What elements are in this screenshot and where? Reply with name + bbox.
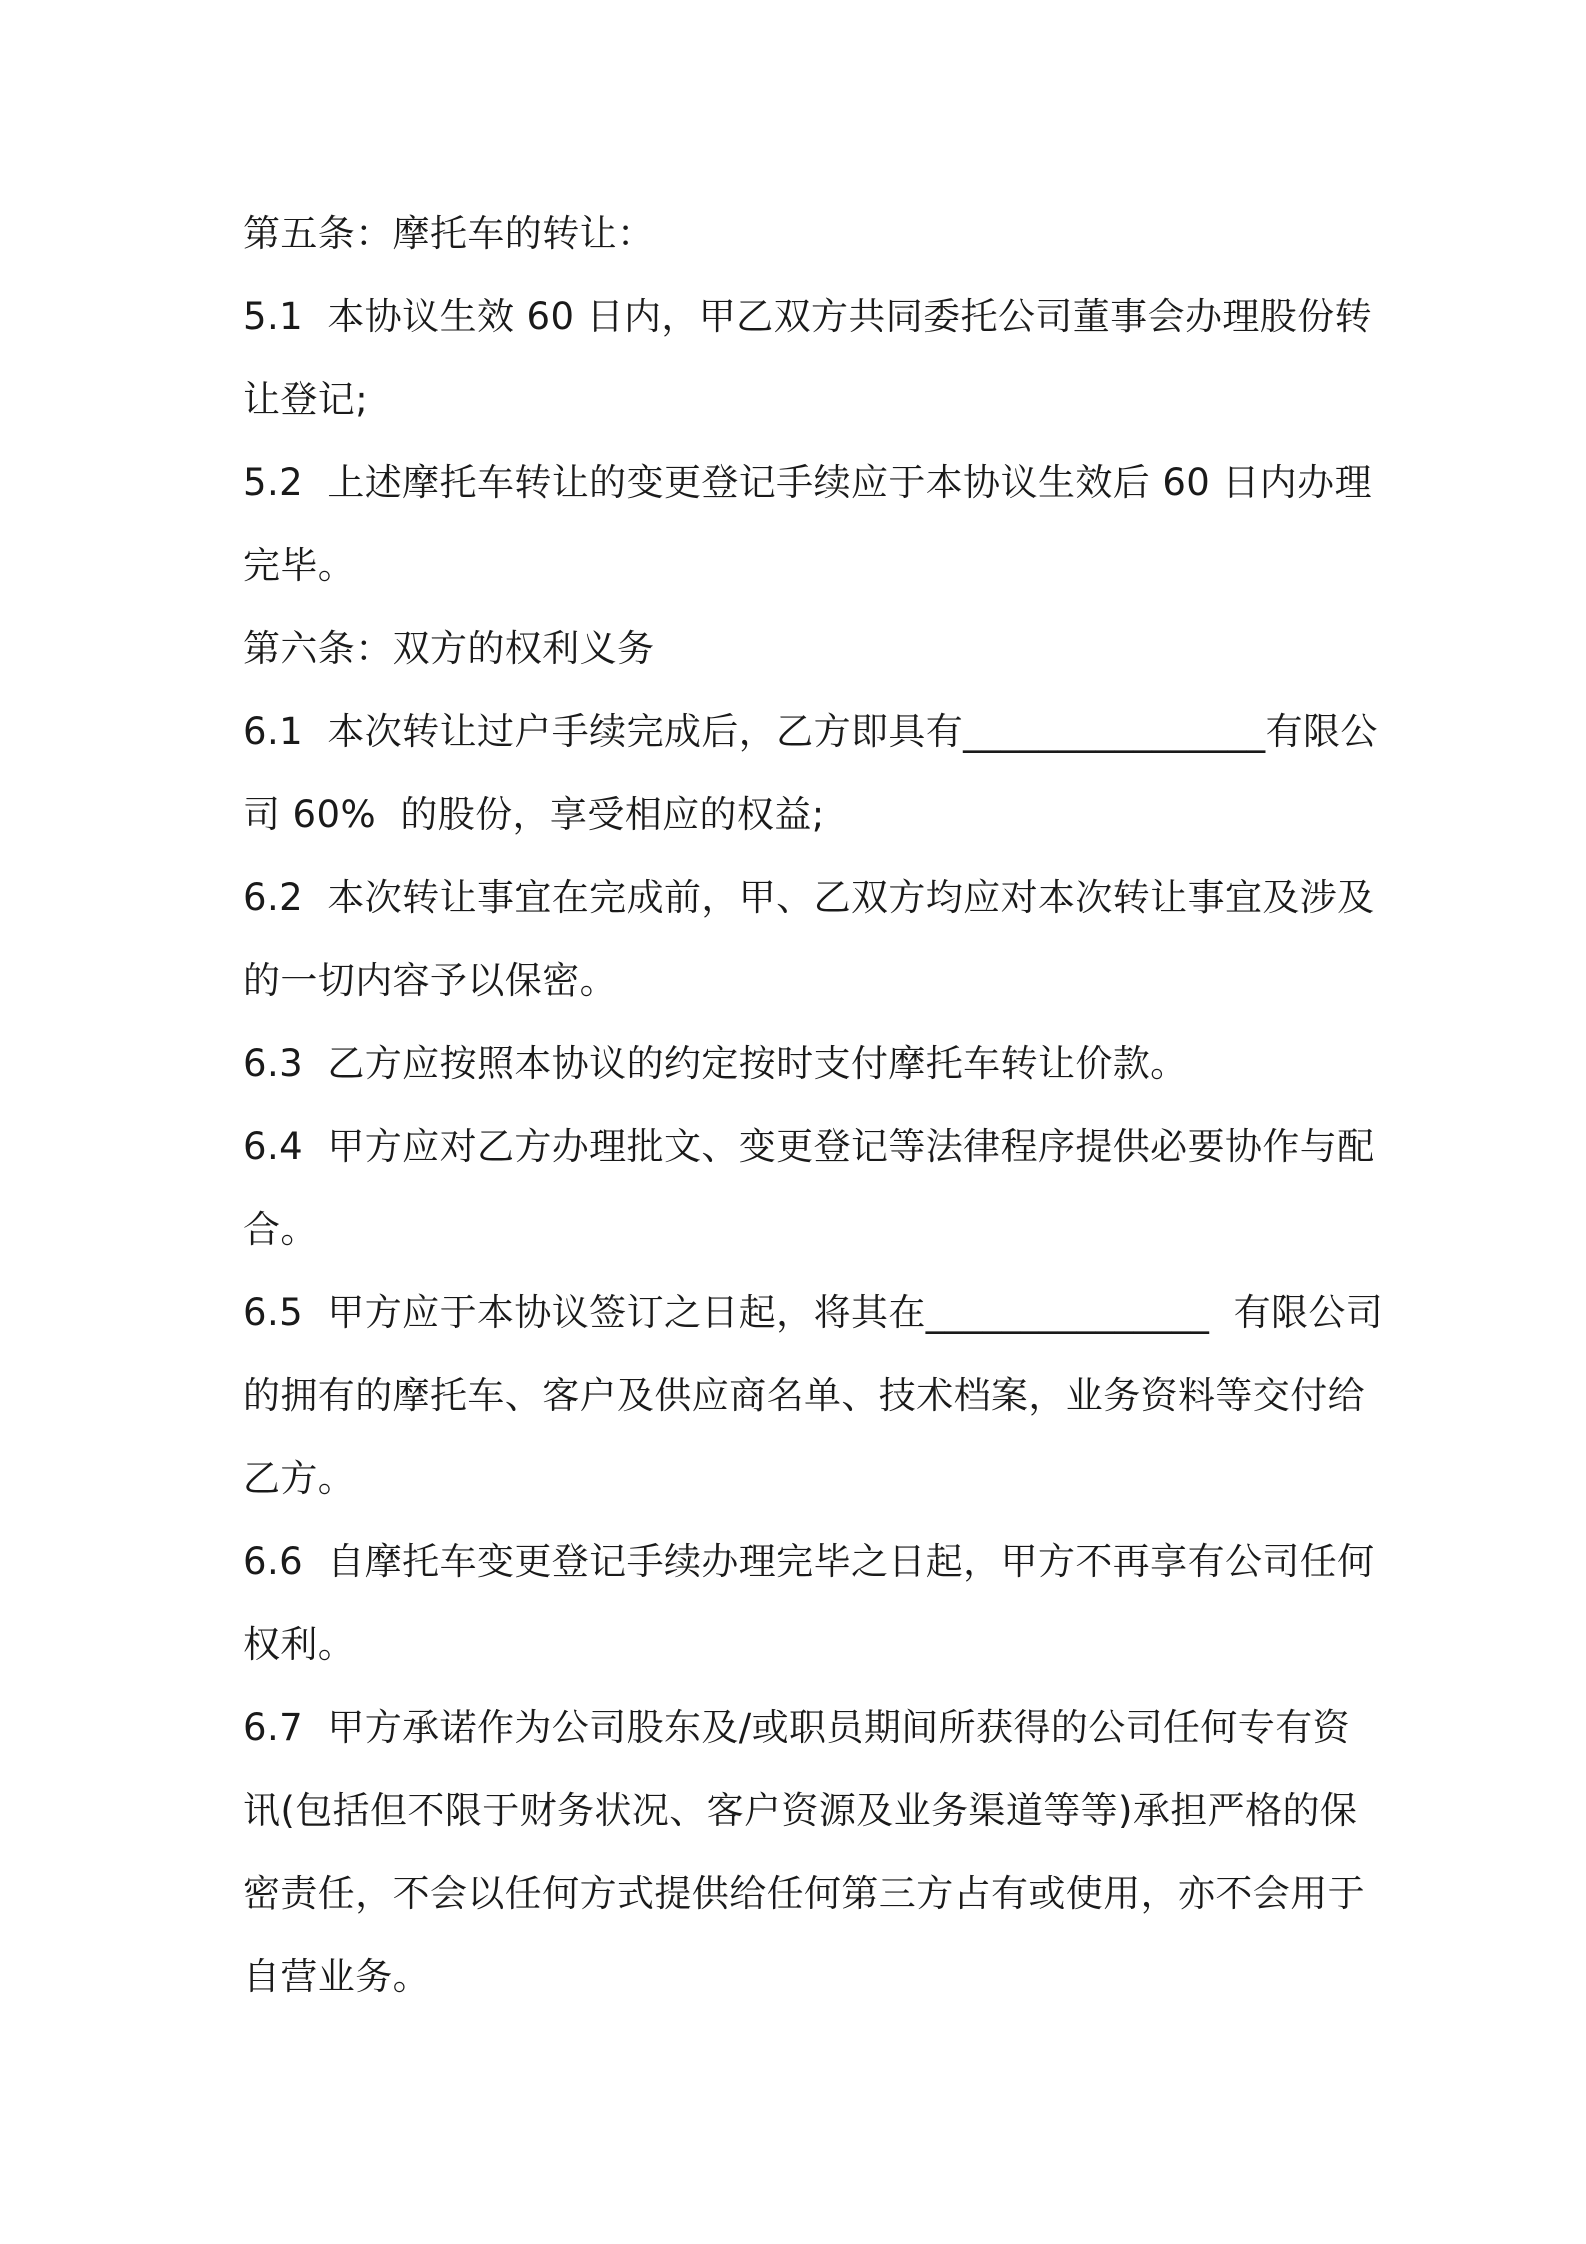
clause-6-1-line-2: 司 60% 的股份，享受相应的权益; [243, 793, 825, 836]
document-body [243, 192, 1384, 2018]
clause-6-5-line-2: 的拥有的摩托车、客户及供应商名单、技术档案，业务资料等交付给 [243, 1374, 1365, 1417]
clause-6-1-line-1: 6.1 本次转让过户手续完成后，乙方即具有________________有限公 [243, 710, 1378, 753]
clause-6-2-line-1: 6.2 本次转让事宜在完成前，甲、乙双方均应对本次转让事宜及涉及 [243, 876, 1375, 919]
clause-6-7-line-2: 讯(包括但不限于财务状况、客户资源及业务渠道等等)承担严格的保 [243, 1789, 1358, 1832]
clause-6-5-line-1: 6.5 甲方应于本协议签订之日起，将其在_______________ 有限公司 [243, 1291, 1384, 1334]
clause-5-1-line-1: 5.1 本协议生效 60 日内，甲乙双方共同委托公司董事会办理股份转 [243, 295, 1372, 338]
clause-5-1-line-2: 让登记; [243, 378, 369, 421]
clause-6-7-line-4: 自营业务。 [243, 1955, 430, 1998]
clause-5-2-line-2: 完毕。 [243, 544, 356, 587]
clause-6-4-line-2: 合。 [243, 1208, 318, 1251]
article-6-heading: 第六条：双方的权利义务 [243, 627, 655, 670]
clause-5-2-line-1: 5.2 上述摩托车转让的变更登记手续应于本协议生效后 60 日内办理 [243, 461, 1372, 504]
clause-6-7-line-1: 6.7 甲方承诺作为公司股东及/或职员期间所获得的公司任何专有资 [243, 1706, 1351, 1749]
clause-6-6-line-1: 6.6 自摩托车变更登记手续办理完毕之日起，甲方不再享有公司任何 [243, 1540, 1375, 1583]
clause-6-7-line-3: 密责任，不会以任何方式提供给任何第三方占有或使用，亦不会用于 [243, 1872, 1365, 1915]
clause-6-6-line-2: 权利。 [243, 1623, 356, 1666]
article-5-heading: 第五条：摩托车的转让： [243, 212, 655, 255]
clause-6-3-line-1: 6.3 乙方应按照本协议的约定按时支付摩托车转让价款。 [243, 1042, 1188, 1085]
clause-6-4-line-1: 6.4 甲方应对乙方办理批文、变更登记等法律程序提供必要协作与配 [243, 1125, 1375, 1168]
clause-6-2-line-2: 的一切内容予以保密。 [243, 959, 617, 1002]
clause-6-5-line-3: 乙方。 [243, 1457, 356, 1500]
